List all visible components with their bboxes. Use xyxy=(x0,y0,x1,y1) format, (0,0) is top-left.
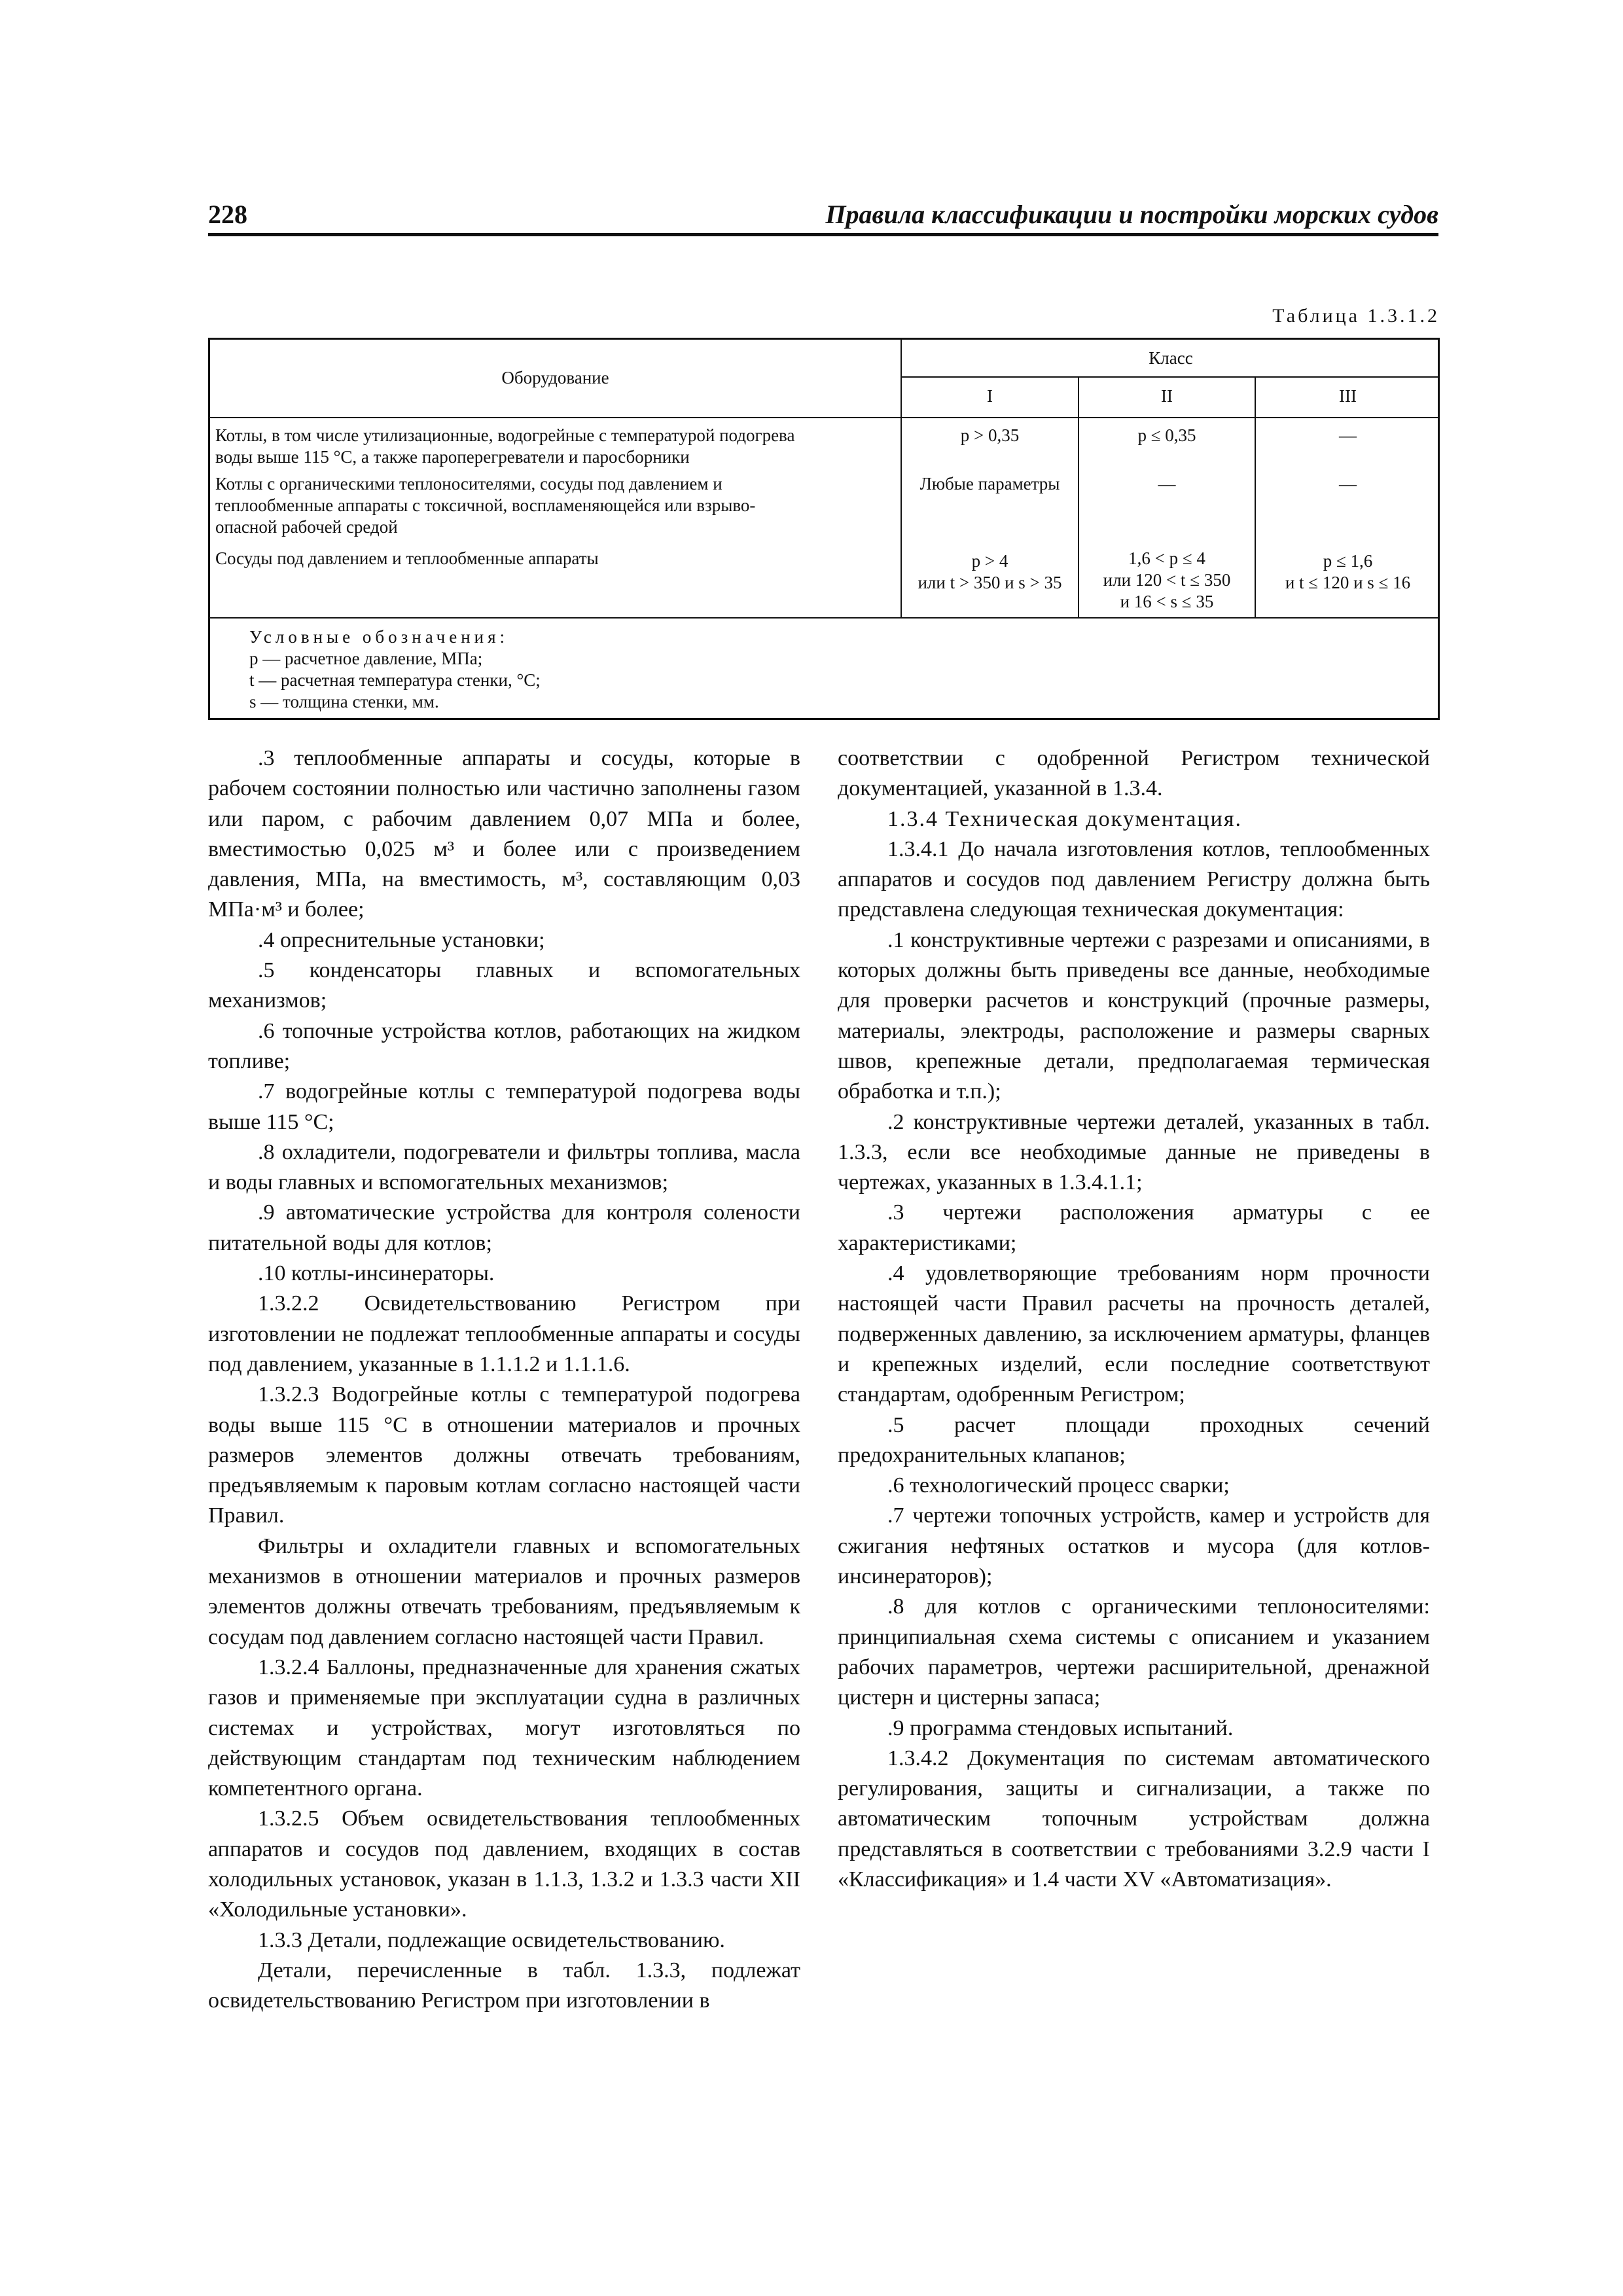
paragraph: .5 конденсаторы главных и вспомогательных механизмов; xyxy=(208,958,800,1013)
paragraph: .4 удовлетворяющие требованиям норм прочности настоящей части Правил расчеты на прочность деталей, подверженных давлению, за исключением арматуры, фланцев и крепежных изделий, если последние соответствуют стандартам, одобренным Регистром; xyxy=(838,1261,1430,1407)
paragraph: соответствии с одобренной Регистром технической документацией, указанной в 1.3.4. xyxy=(838,746,1430,801)
header-rule xyxy=(208,233,1438,236)
paragraph: .3 теплообменные аппараты и сосуды, которые в рабочем состоянии полностью или частично заполнены газом или паром, с рабочим давлением 0,07 МПа и более, вместимостью 0,025 м³ и более или с произведением давления, МПа, на вместимость, м³, составляющим 0,03 МПа·м³ и более; xyxy=(208,746,800,922)
section-heading: 1.3.4 Техническая документация. xyxy=(887,806,1242,831)
paragraph: .7 водогрейные котлы с температурой подогрева воды выше 115 °С; xyxy=(208,1079,800,1134)
paragraph: 1.3.2.2 Освидетельствованию Регистром при изготовлении не подлежат теплообменные аппараты и сосуды под давлением, указанные в 1.1.1.2 и 1.1.1.6. xyxy=(208,1291,800,1376)
row-organic-class-1: Любые параметры xyxy=(919,474,1060,493)
paragraph: .7 чертежи топочных устройств, камер и устройств для сжигания нефтяных остатков и мусора (для котлов-инсинераторов); xyxy=(838,1503,1430,1589)
running-header xyxy=(208,196,1438,237)
paragraph: .4 опреснительные установки; xyxy=(258,927,545,952)
header-class-2: II xyxy=(1161,386,1173,406)
paragraph: .8 для котлов с органическими теплоносителями: принципиальная схема системы с описанием и указанием рабочих параметров, чертежи расширительной, дренажной цистерн и цистерны запаса; xyxy=(838,1594,1430,1710)
header-class-3: III xyxy=(1339,386,1357,406)
table-rule xyxy=(210,617,1440,619)
table-notes xyxy=(249,626,541,713)
note-item: t — расчетная температура стенки, °С; xyxy=(249,670,541,690)
page-number: 228 xyxy=(208,200,247,229)
paragraph: 1.3.4.1 До начала изготовления котлов, теплообменных аппаратов и сосудов под давлением Регистру должна быть представлена следующая техническая документация: xyxy=(838,836,1430,922)
paragraph: 1.3.2.4 Баллоны, предназначенные для хранения сжатых газов и применяемые при эксплуатации судна в различных системах и устройствах, могут изготовляться по действующим стандартам под техническим наблюдением компетентного органа. xyxy=(208,1655,800,1801)
note-item: s — толщина стенки, мм. xyxy=(249,692,439,711)
paragraph: .3 чертежи расположения арматуры с ее характеристиками; xyxy=(838,1200,1430,1255)
section-heading: 1.3.3 Детали, подлежащие освидетельствованию. xyxy=(258,1928,725,1952)
row-boilers-class-1: p > 0,35 xyxy=(960,425,1020,445)
row-organic-equipment: Котлы с органическими теплоносителями, сосуды под давлением и теплообменные аппараты с токсичной, воспламеняющейся или взрыво- опасной рабочей средой xyxy=(215,474,756,537)
paragraph: .1 конструктивные чертежи с разрезами и описаниями, в которых должны быть приведены все данные, необходимые для проверки расчетов и конструкций (прочные размеры, материалы, электроды, расположение и размеры сварных швов, крепежные детали, предполагаемая термическая обработка и т.п.); xyxy=(838,927,1430,1104)
row-vessels-class-3: p ≤ 1,6 и t ≤ 120 и s ≤ 16 xyxy=(1285,551,1411,592)
row-boilers-equipment: Котлы, в том числе утилизационные, водогрейные с температурой подогрева воды выше 115 °С, а также пароперегреватели и паросборники xyxy=(215,425,795,467)
note-item: p — расчетное давление, МПа; xyxy=(249,649,483,668)
row-boilers-class-3: — xyxy=(1339,425,1357,445)
paragraph: .10 котлы-инсинераторы. xyxy=(258,1261,495,1286)
paragraph: 1.3.4.2 Документация по системам автоматического регулирования, защиты и сигнализации, а также по автоматическим топочным устройствам должна представляться в соответствии с требованиями 3.2.9 части I «Классификация» и 1.4 части XV «Автоматизация». xyxy=(838,1746,1430,1892)
notes-title: Условные обозначения: xyxy=(249,627,509,647)
row-boilers-class-2: p ≤ 0,35 xyxy=(1137,425,1196,445)
paragraph: .5 расчет площади проходных сечений предохранительных клапанов; xyxy=(838,1412,1430,1467)
paragraph: Фильтры и охладители главных и вспомогательных механизмов в отношении материалов и прочных размеров элементов должны отвечать требованиям, предъявляемым к сосудам под давлением согласно настоящей части Правил. xyxy=(208,1534,800,1649)
header-class: Класс xyxy=(1149,348,1193,368)
running-title: Правила классификации и постройки морских судов xyxy=(825,200,1438,229)
paragraph: 1.3.2.5 Объем освидетельствования теплообменных аппаратов и сосудов под давлением, входящих в состав холодильных установок, указан в 1.1.3, 1.3.2 и 1.3.3 части XII «Холодильные установки». xyxy=(208,1806,800,1922)
left-column xyxy=(208,744,800,2016)
row-vessels-equipment: Сосуды под давлением и теплообменные аппараты xyxy=(215,548,599,568)
table-rule xyxy=(901,376,1440,378)
paragraph: .6 топочные устройства котлов, работающих на жидком топливе; xyxy=(208,1018,800,1073)
paragraph: .9 программа стендовых испытаний. xyxy=(887,1715,1234,1740)
paragraph: .2 конструктивные чертежи деталей, указанных в табл. 1.3.3, если все необходимые данные не приведены в чертежах, указанных в 1.3.4.1.1; xyxy=(838,1109,1430,1195)
right-column xyxy=(838,744,1430,1895)
paragraph: Детали, перечисленные в табл. 1.3.3, подлежат освидетельствованию Регистром при изготовлении в xyxy=(208,1958,800,2013)
paragraph: 1.3.2.3 Водогрейные котлы с температурой подогрева воды выше 115 °С в отношении материалов и прочных размеров элементов должны отвечать требованиям, предъявляемым к паровым котлам согласно настоящей части Правил. xyxy=(208,1382,800,1528)
paragraph: .8 охладители, подогреватели и фильтры топлива, масла и воды главных и вспомогательных механизмов; xyxy=(208,1139,800,1195)
row-vessels-class-2: 1,6 < p ≤ 4 или 120 < t ≤ 350 и 16 < s ≤ 35 xyxy=(1103,548,1231,611)
row-vessels-class-1: p > 4 или t > 350 и s > 35 xyxy=(918,551,1062,592)
paragraph: .6 технологический процесс сварки; xyxy=(887,1473,1230,1498)
equipment-class-table xyxy=(208,338,1440,720)
row-organic-class-3: — xyxy=(1339,474,1357,493)
header-class-1: I xyxy=(987,386,993,406)
paragraph: .9 автоматические устройства для контроля солености питательной воды для котлов; xyxy=(208,1200,800,1255)
table-label: Таблица 1.3.1.2 xyxy=(1272,305,1440,327)
header-equipment: Оборудование xyxy=(501,368,609,387)
row-organic-class-2: — xyxy=(1158,474,1176,493)
